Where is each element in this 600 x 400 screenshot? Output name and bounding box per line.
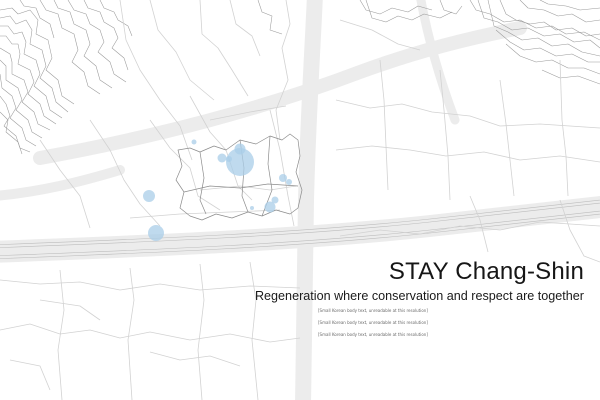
- survey-circle: [148, 225, 164, 241]
- body-text: [318, 308, 584, 400]
- body-paragraph: [Small Korean body text, unreadable at this resolution]: [318, 332, 428, 337]
- survey-circle: [279, 174, 287, 182]
- contour-lines-left: [0, 0, 132, 154]
- survey-circle: [192, 140, 197, 145]
- page-subtitle: Regeneration where conservation and respect are together: [254, 289, 584, 303]
- survey-circle: [272, 197, 279, 204]
- body-paragraph: [Small Korean body text, unreadable at this resolution]: [318, 308, 428, 313]
- survey-circle: [226, 156, 232, 162]
- survey-circle: [286, 179, 292, 185]
- page-title: STAY Chang-Shin: [388, 258, 584, 285]
- survey-circle: [235, 144, 246, 155]
- body-paragraph: [Small Korean body text, unreadable at this resolution]: [318, 320, 428, 325]
- survey-circle: [250, 206, 254, 210]
- survey-circle: [143, 190, 155, 202]
- survey-circle: [218, 154, 227, 163]
